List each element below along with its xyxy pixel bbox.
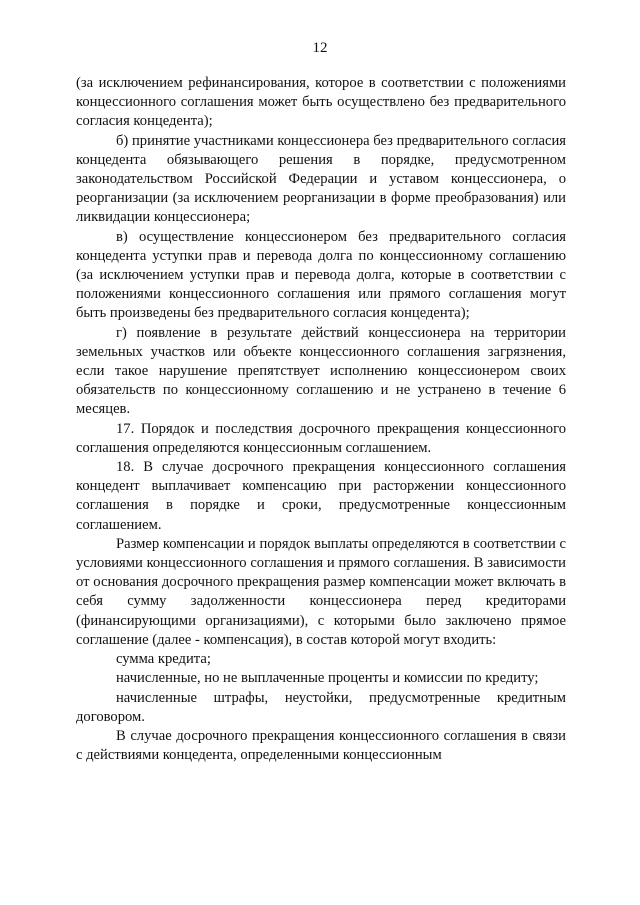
page-number: 12 [312,40,328,56]
list-item-penalties: начисленные штрафы, неустойки, предусмотренные кредитным договором. [76,689,566,725]
paragraph-item-v: в) осуществление концессионером без предварительного согласия концедента уступки прав и перевода долга по концессионному соглашению (за исключением уступки прав и перевода долга, которые в соответствии с положениями концессионного соглашения или прямого соглашения могут быть произведены без предварительного согласия концедента); [76,228,566,322]
paragraph-clause-17: 17. Порядок и последствия досрочного прекращения концессионного соглашения определяются концессионным соглашением. [76,420,566,456]
list-item-loan-amount: сумма кредита; [116,651,211,668]
paragraph-item-b: б) принятие участниками концессионера без предварительного согласия концедента обязывающего решения в порядке, предусмотренном законодательством Российской Федерации и уставом концессионера, о реорганизации (за исключением реорганизации в форме преобразования) или ликвидации концессионера; [76,132,566,226]
document-body [76,74,566,765]
list-item-interest: начисленные, но не выплаченные проценты и комиссии по кредиту; [116,670,539,687]
paragraph-termination-grantor: В случае досрочного прекращения концессионного соглашения в связи с действиями концедента, определенными концессионным [76,727,566,764]
paragraph-clause-18: 18. В случае досрочного прекращения концессионного соглашения концедент выплачивает компенсацию при расторжении концессионного соглашения в порядке и сроки, предусмотренные концессионным соглашением. [76,459,566,533]
paragraph-refinancing-exception: (за исключением рефинансирования, которое в соответствии с положениями концессионного соглашения может быть осуществлено без предварительного согласия концедента); [76,75,566,130]
paragraph-compensation-size: Размер компенсации и порядок выплаты определяются в соответствии с условиями концессионного соглашения и прямого соглашения. В зависимости от основания досрочного прекращения размер компенсации может включать в себя сумму задолженности концессионера перед кредиторами (финансирующими организациями), с которыми было заключено прямое соглашение (далее - компенсация), в состав которой могут входить: [76,535,566,648]
paragraph-item-g: г) появление в результате действий концессионера на территории земельных участков или объекте концессионного соглашения загрязнения, если такое нарушение препятствует исполнению концессионером своих обязательств по концессионному соглашению и не устранено в течение 6 месяцев. [76,324,566,418]
